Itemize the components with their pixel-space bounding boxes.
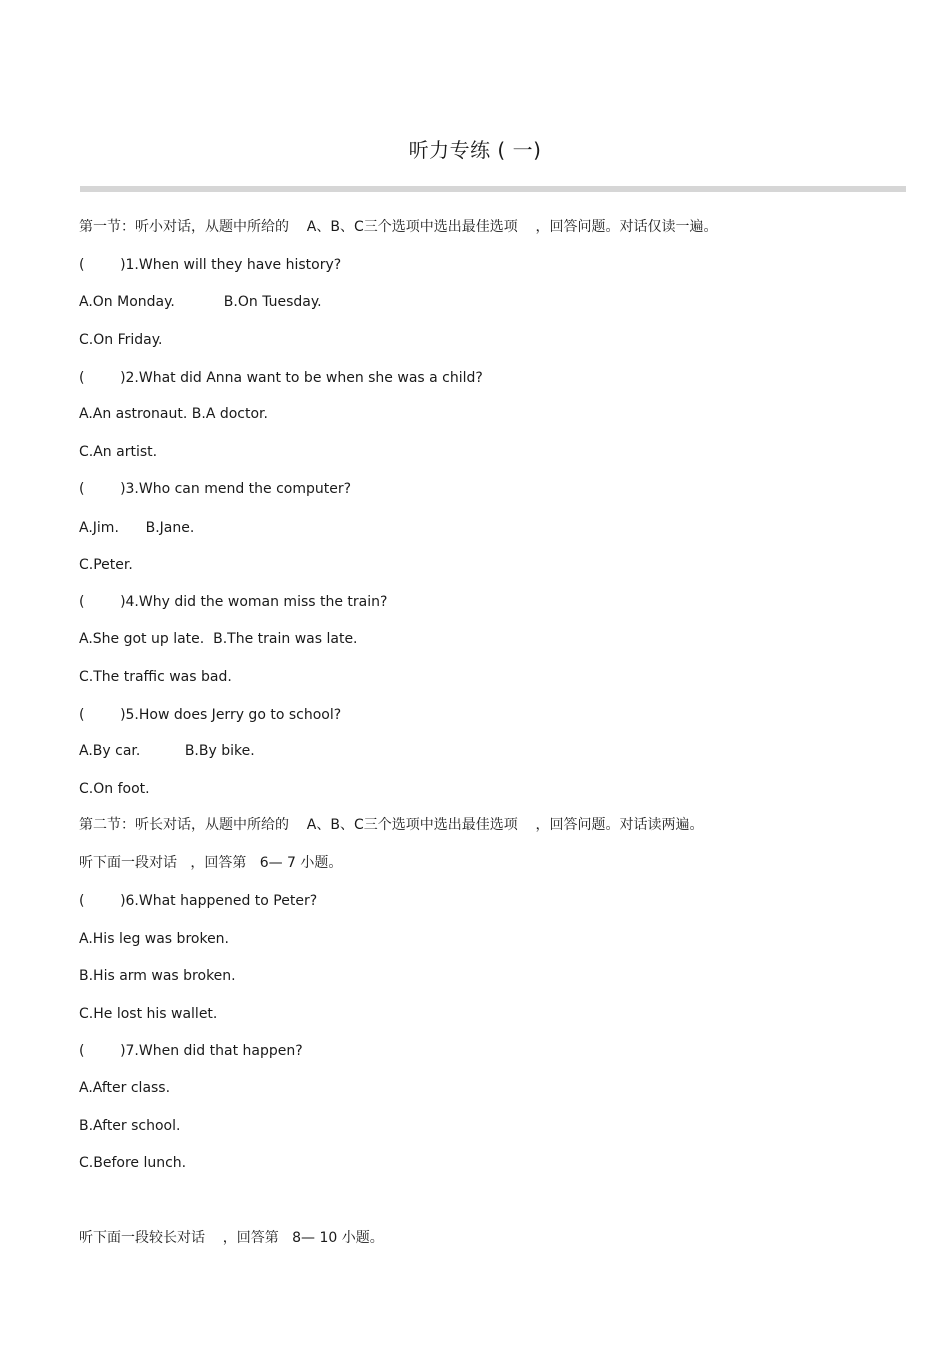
title-divider [80,186,906,192]
question-7-option-a: A.After class. [79,1080,171,1096]
question-7-option-b: B.After school. [79,1118,181,1134]
question-6-option-c: C.He lost his wallet. [79,1006,218,1022]
question-7-option-c: C.Before lunch. [79,1155,187,1171]
question-6-option-a: A.His leg was broken. [79,931,230,947]
section-1-instructions: 第一节：听小对话，从题中所给的 A、B、C三个选项中选出最佳选项 ，回答问题。对话仅读一遍。 [79,219,718,235]
question-3: ( )3.Who can mend the computer? [79,481,352,497]
question-3-options-ab: A.Jim. B.Jane. [79,520,195,536]
question-1-option-c: C.On Friday. [79,332,163,348]
dialogue-6-7-instructions: 听下面一段对话 ，回答第 6— 7 小题。 [79,855,343,871]
section-2-instructions: 第二节：听长对话，从题中所给的 A、B、C三个选项中选出最佳选项 ，回答问题。对话读两遍。 [79,817,704,833]
page-title: 听力专练 ( 一) [408,138,542,162]
question-2: ( )2.What did Anna want to be when she was a child? [79,370,483,386]
question-4-option-c: C.The traffic was bad. [79,669,232,685]
question-7: ( )7.When did that happen? [79,1043,303,1059]
question-3-option-c: C.Peter. [79,557,133,573]
dialogue-8-10-instructions: 听下面一段较长对话 ，回答第 8— 10 小题。 [79,1230,384,1246]
question-4: ( )4.Why did the woman miss the train? [79,594,388,610]
question-5-option-c: C.On foot. [79,781,150,797]
question-6-option-b: B.His arm was broken. [79,968,236,984]
question-2-option-c: C.An artist. [79,444,158,460]
question-1: ( )1.When will they have history? [79,257,342,273]
question-5: ( )5.How does Jerry go to school? [79,707,342,723]
question-2-options-ab: A.An astronaut. B.A doctor. [79,406,268,422]
question-1-options-ab: A.On Monday. B.On Tuesday. [79,294,322,310]
question-5-options-ab: A.By car. B.By bike. [79,743,255,759]
question-4-options-ab: A.She got up late. B.The train was late. [79,631,358,647]
question-6: ( )6.What happened to Peter? [79,893,318,909]
